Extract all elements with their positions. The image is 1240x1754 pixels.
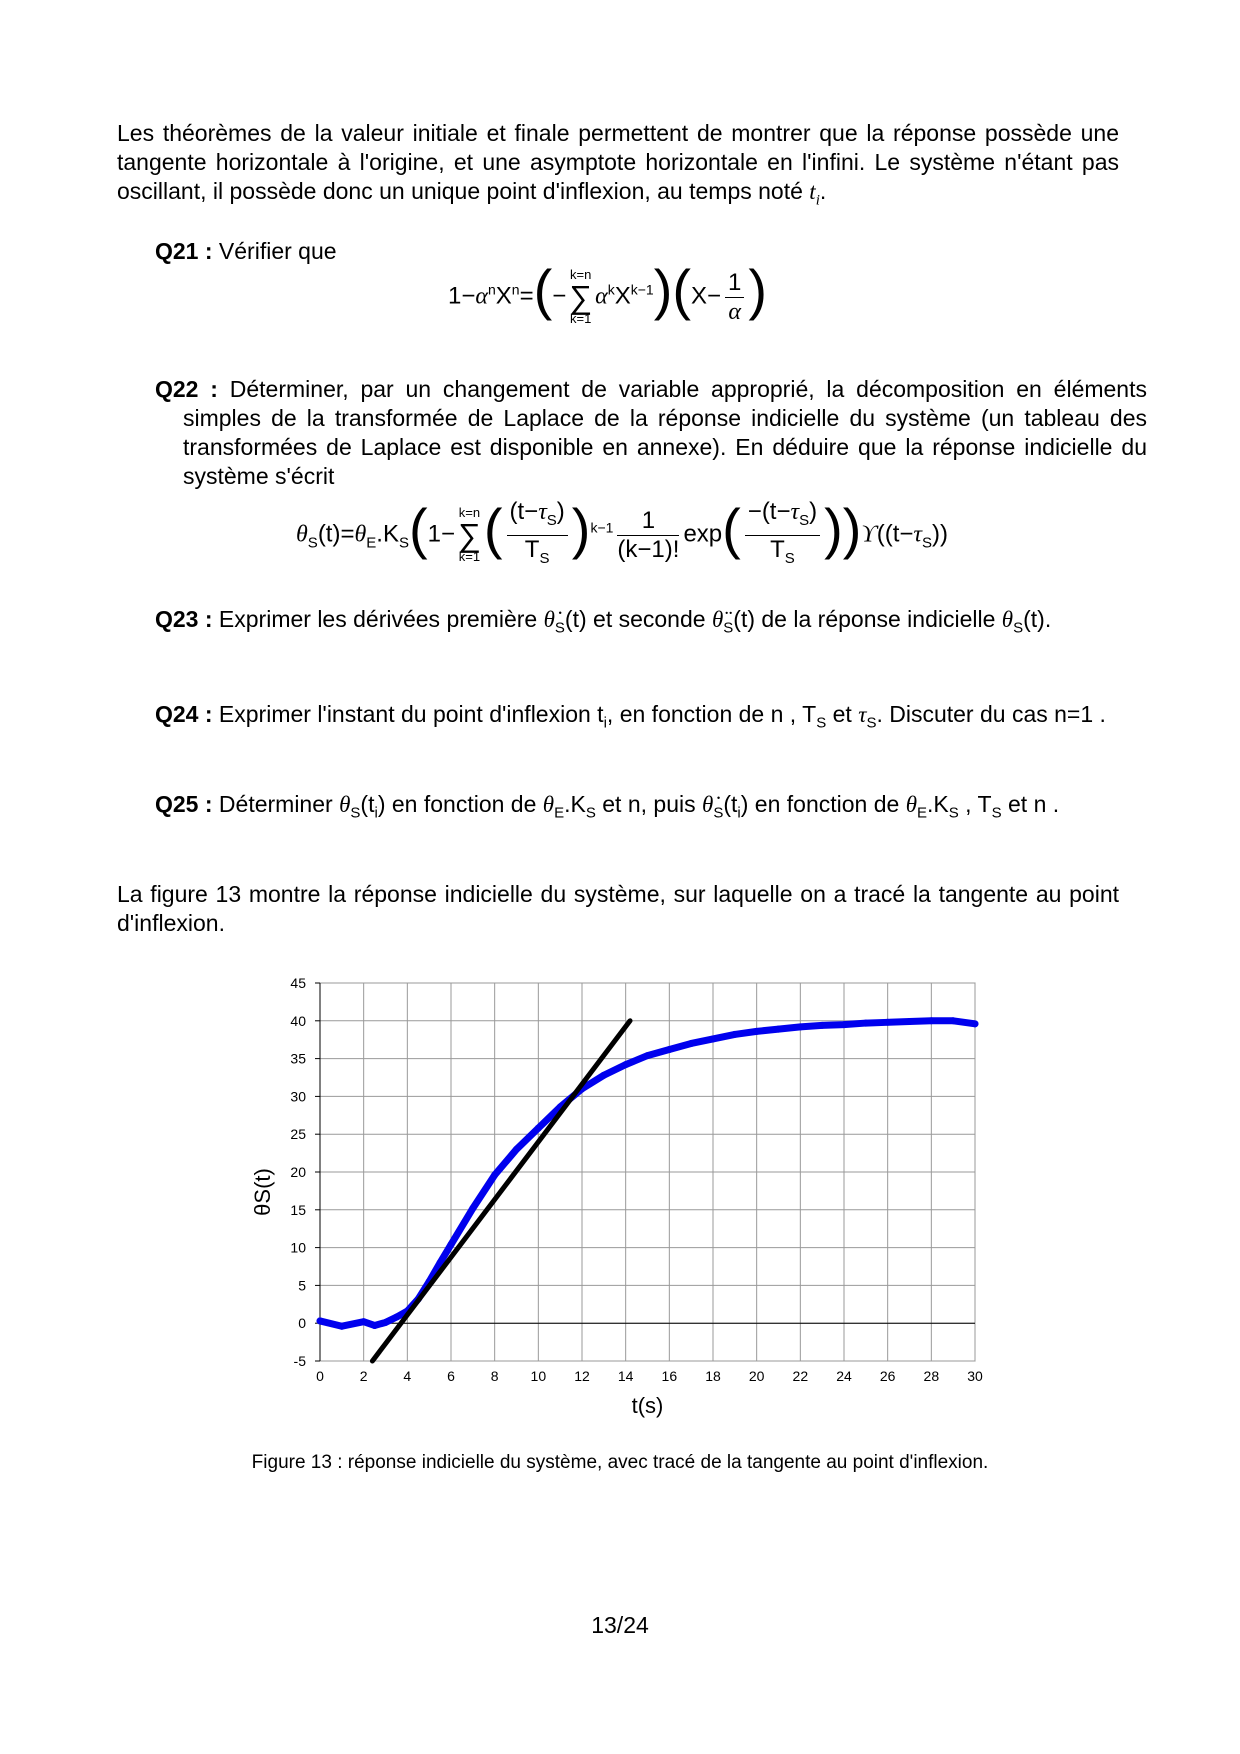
q24-text-c: et — [832, 701, 852, 727]
y-tick-label: 0 — [298, 1315, 306, 1332]
data-point — [382, 1319, 389, 1326]
q22-paragraph — [155, 375, 1147, 491]
q23-text-c: de la réponse indicielle — [761, 606, 996, 632]
data-point — [644, 1052, 651, 1059]
x-tick-label: 14 — [617, 1368, 634, 1384]
data-point — [688, 1040, 695, 1047]
q23-text-a: Exprimer les dérivées première — [218, 606, 538, 632]
step-response-chart — [240, 965, 1000, 1445]
x-tick-label: 22 — [792, 1368, 809, 1384]
data-point — [371, 1322, 378, 1329]
y-tick-label: 40 — [290, 1012, 306, 1029]
q24-text-b: , en fonction de — [606, 701, 765, 727]
x-tick-label: 16 — [661, 1368, 678, 1384]
data-point — [317, 1317, 324, 1324]
data-point — [469, 1205, 476, 1212]
data-point — [731, 1031, 738, 1038]
intro-symbol: $t_i$ — [809, 179, 820, 209]
data-point — [338, 1323, 345, 1330]
x-tick-label: 28 — [923, 1368, 940, 1384]
y-tick-label: -5 — [293, 1353, 306, 1369]
q22-label: Q22 : — [155, 376, 218, 402]
page-number: 13/24 — [591, 1612, 649, 1638]
data-point — [797, 1023, 804, 1030]
q24-text-a: Exprimer l'instant du point d'inflexion — [218, 701, 591, 727]
data-point — [906, 1018, 913, 1025]
q21-line — [155, 237, 337, 266]
q25-label: Q25 : — [155, 791, 213, 817]
data-point — [884, 1019, 891, 1026]
q25-text-e: en fonction de — [754, 791, 900, 817]
intro-paragraph: Les théorèmes de la valeur initiale et finale permettent de montrer que la réponse possède une tangente horizontale à l'origine, et une asymptote horizontale en l'infini. Le système n'étant pas oscillant, il possède donc un unique point d'inflexion, au temps noté $t_i$. — [117, 120, 1119, 209]
x-tick-label: 24 — [836, 1368, 852, 1384]
x-tick-label: 2 — [359, 1368, 368, 1384]
x-tick-label: 6 — [447, 1368, 455, 1384]
data-point — [600, 1072, 607, 1079]
x-tick-label: 26 — [879, 1368, 896, 1384]
x-axis-label: t(s) — [631, 1393, 664, 1418]
q24-label: Q24 : — [155, 701, 213, 727]
y-tick-label: 45 — [290, 975, 306, 991]
figure-caption: Figure 13 : réponse indicielle du système, avec tracé de la tangente au point d'inflexion. — [251, 1452, 989, 1473]
y-tick-label: 5 — [298, 1277, 306, 1294]
y-tick-label: 35 — [290, 1050, 306, 1067]
data-point — [775, 1026, 782, 1033]
x-tick-label: 18 — [705, 1368, 721, 1384]
x-tick-label: 10 — [530, 1368, 547, 1384]
q21-text: Vérifier que — [218, 238, 337, 264]
y-axis-label: θS(t) — [250, 1168, 275, 1216]
data-point — [841, 1021, 848, 1028]
data-point — [862, 1020, 869, 1027]
q25-text-d: , puis — [640, 791, 696, 817]
q23-text-b: et seconde — [593, 606, 706, 632]
x-tick-label: 12 — [574, 1368, 590, 1384]
data-point — [535, 1125, 542, 1132]
q22-text: Déterminer, par un changement de variable approprié, la décomposition en éléments simples de la transformée de Laplace de la réponse indicielle du système (un tableau des transformées de Laplace est disponible en annexe). En déduire que la réponse indicielle du système s'écrit — [183, 376, 1147, 489]
q25-text-f: et — [1008, 791, 1028, 817]
y-tick-label: 30 — [290, 1088, 306, 1105]
data-point — [972, 1020, 979, 1027]
q25-text-a: Déterminer — [218, 791, 333, 817]
y-tick-label: 15 — [290, 1201, 306, 1218]
q25-paragraph: Q25 : Déterminer $\theta_S(t_i)$ en fonction de $\theta_E.K_S$ et n, puis $\thetȧ_S(t_i)$ en fonction de $\theta_E.K_S$ , $T_S$ et n . — [155, 791, 1060, 822]
data-point — [819, 1022, 826, 1029]
q24-paragraph: Q24 : Exprimer l'instant du point d'inflexion $t_i$, en fonction de n , $T_S$ et $\tau_S$. Discuter du cas n=1 . — [155, 701, 1106, 732]
x-tick-label: 8 — [490, 1368, 499, 1384]
data-point — [753, 1028, 760, 1035]
q24-text-d: . Discuter du cas — [876, 701, 1048, 727]
data-point — [950, 1017, 957, 1024]
q23-paragraph: Q23 : Exprimer les dérivées première $\thetȧ_S(t)$ et seconde $\thetä_S(t)$ de la réponse indicielle $\theta_S(t)$. — [155, 606, 1052, 637]
figure-intro — [117, 880, 1119, 938]
data-point — [622, 1061, 629, 1068]
x-tick-label: 4 — [403, 1368, 412, 1384]
data-point — [393, 1314, 400, 1321]
q25-text-c: et — [602, 791, 622, 817]
data-point — [710, 1035, 717, 1042]
data-point — [360, 1318, 367, 1325]
data-point — [491, 1172, 498, 1179]
q23-label: Q23 : — [155, 606, 213, 632]
q21-label: Q21 : — [155, 238, 213, 264]
x-tick-label: 30 — [967, 1368, 983, 1384]
data-point — [666, 1046, 673, 1053]
y-tick-label: 10 — [290, 1239, 306, 1256]
data-point — [928, 1017, 935, 1024]
figure-intro-text: La figure 13 montre la réponse indicielle du système, sur laquelle on a tracé la tangente au point d'inflexion. — [117, 881, 1119, 936]
q21-formula: $1-\alpha^nX^n=(-k=n$ ∑ $k=1\alpha^kX^{k-1})(X-$ $\frac{1}{\alpha}$ ) — [448, 258, 768, 326]
data-point — [448, 1241, 455, 1248]
x-tick-label: 0 — [316, 1368, 324, 1384]
data-point — [513, 1146, 520, 1153]
y-tick-label: 20 — [290, 1164, 306, 1180]
intro-text: Les théorèmes de la valeur initiale et finale permettent de montrer que la réponse possède une tangente horizontale à l'origine, et une asymptote horizontale en l'infini. Le système n'étant pas oscillant, il possède donc un unique point d'inflexion, au temps noté — [117, 120, 1119, 204]
q22-formula: $\theta_S(t)=\theta_E.K_S(1-k=n$ ∑ k=1( $\frac{(t-\tau_S)}{T_S}$ )$^{k-1}$ $\frac{1}{(k-1)!}$ exp( $\frac{-(t-\tau_S)}{T_S}$ ))$ϒ((t-\tau_S))$ — [296, 496, 948, 567]
q25-text-b: en fonction de — [391, 791, 537, 817]
y-tick-label: 25 — [290, 1126, 306, 1143]
x-tick-label: 20 — [748, 1368, 765, 1384]
